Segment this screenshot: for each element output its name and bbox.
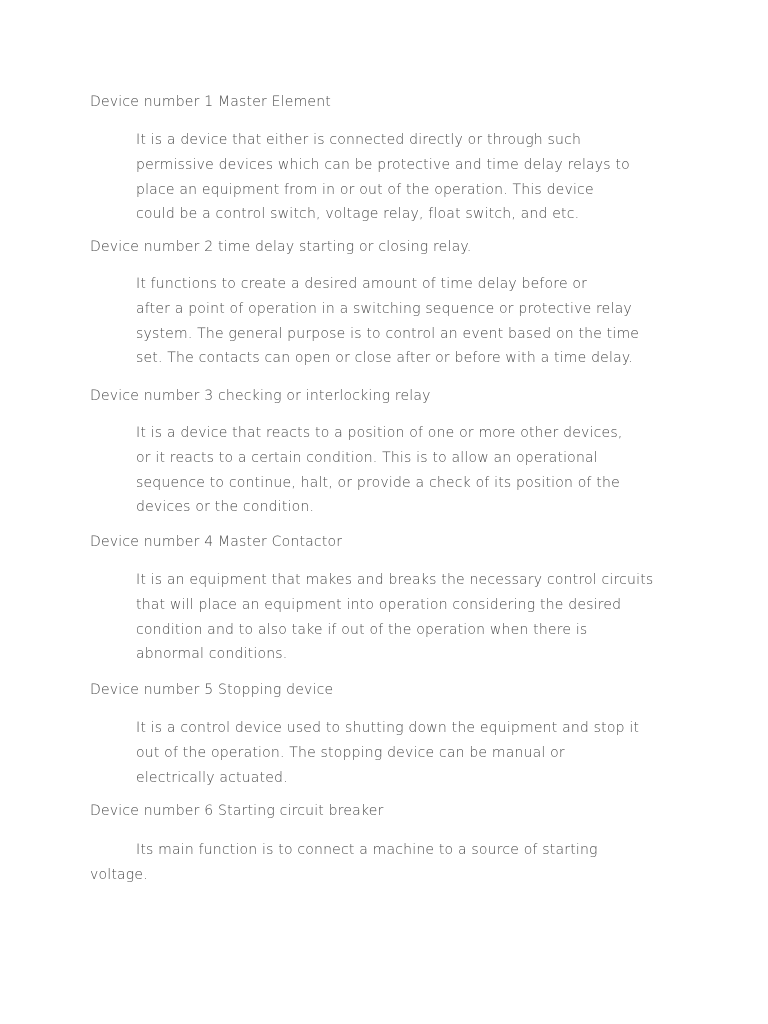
body-line: It functions to create a desired amount of time delay before or [136,276,588,292]
section-body-5 [136,716,696,790]
body-line: permissive devices which can be protective and time delay relays to [136,156,630,173]
body-line: devices or the condition. [136,499,315,516]
body-line: sequence to continue, halt, or provide a check of its position of the [136,474,620,491]
section-heading-1: Device number 1 Master Element [90,94,331,110]
section-heading-5: Device number 5 Stopping device [90,682,334,698]
body-line: Its main function is to connect a machine to a source of starting [136,842,598,858]
body-line: It is an equipment that makes and breaks the necessary control circuits [136,572,654,588]
body-line: that will place an equipment into operation considering the desired [136,596,622,613]
section-body-1 [136,128,696,227]
section-heading-2: Device number 2 time delay starting or closing relay. [90,239,472,255]
body-line: out of the operation. The stopping device can be manual or [136,744,565,761]
section-heading-4: Device number 4 Master Contactor [90,534,343,550]
body-line: or it reacts to a certain condition. This is to allow an operational [136,449,598,466]
body-line: could be a control switch, voltage relay, float switch, and etc. [136,206,580,223]
body-line: condition and to also take if out of the operation when there is [136,621,588,638]
body-line: It is a device that reacts to a position of one or more other devices, [136,425,623,441]
section-body-2 [136,272,696,371]
section-heading-3: Device number 3 checking or interlocking relay [90,388,431,404]
body-line: It is a control device used to shutting down the equipment and stop it [136,720,640,736]
section-heading-6: Device number 6 Starting circuit breaker [90,803,384,819]
body-line: place an equipment from in or out of the operation. This device [136,181,594,198]
section-body-4 [136,568,696,667]
body-line: set. The contacts can open or close after or before with a time delay. [136,350,634,367]
body-line: voltage. [90,866,148,883]
section-body-3 [136,421,696,520]
body-line: It is a device that either is connected directly or through such [136,132,582,148]
section-body-6 [90,838,696,888]
body-line: after a point of operation in a switching sequence or protective relay [136,300,632,317]
body-line: system. The general purpose is to control an event based on the time [136,325,640,342]
body-line: electrically actuated. [136,769,288,786]
body-line: abnormal conditions. [136,646,288,663]
